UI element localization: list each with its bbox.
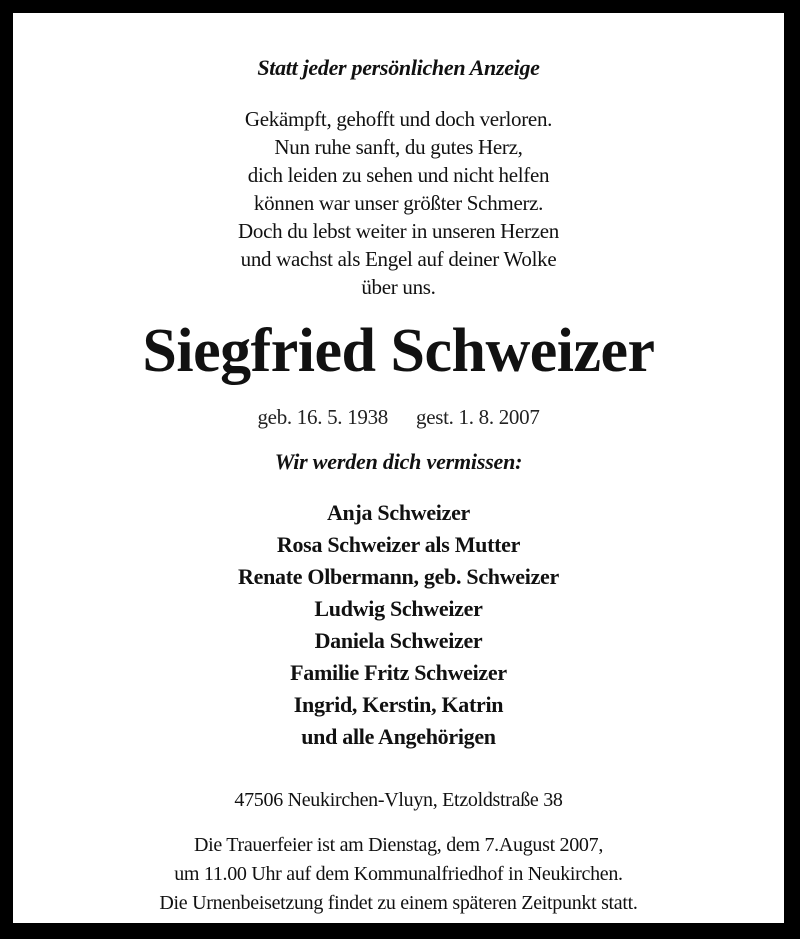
mourner: Renate Olbermann, geb. Schweizer xyxy=(238,564,559,589)
deceased-name: Siegfried Schweizer xyxy=(142,317,655,385)
life-dates xyxy=(13,405,784,430)
birth-date: geb. 16. 5. 1938 xyxy=(257,405,388,429)
mourner: Familie Fritz Schweizer xyxy=(290,660,507,685)
service-line: um 11.00 Uhr auf dem Kommunalfriedhof in Neukirchen. xyxy=(174,863,623,885)
service-line: Die Trauerfeier ist am Dienstag, dem 7.August 2007, xyxy=(193,834,604,856)
poem-line: Gekämpft, gehofft und doch verloren. xyxy=(244,107,553,131)
mourner: Daniela Schweizer xyxy=(314,628,483,653)
poem-line: dich leiden zu sehen und nicht helfen xyxy=(247,163,550,187)
mourners-list xyxy=(13,497,784,753)
service-line: Die Urnenbeisetzung findet zu einem späteren Zeitpunkt statt. xyxy=(159,892,638,914)
poem-line: Doch du lebst weiter in unseren Herzen xyxy=(238,219,559,243)
poem-line: über uns. xyxy=(361,275,436,299)
farewell-line: Wir werden dich vermissen: xyxy=(274,449,523,474)
poem-line: können war unser größter Schmerz. xyxy=(253,191,544,215)
mourner: Ingrid, Kerstin, Katrin xyxy=(293,692,504,717)
poem xyxy=(13,105,784,301)
mourner: Ludwig Schweizer xyxy=(314,596,483,621)
address: 47506 Neukirchen-Vluyn, Etzoldstraße 38 xyxy=(234,789,563,811)
poem-line: Nun ruhe sanft, du gutes Herz, xyxy=(274,135,523,159)
service-info xyxy=(13,831,784,918)
mourner: Anja Schweizer xyxy=(326,500,471,525)
notice-header: Statt jeder persönlichen Anzeige xyxy=(257,55,540,80)
mourner: und alle Angehörigen xyxy=(301,724,496,749)
death-date: gest. 1. 8. 2007 xyxy=(416,405,540,429)
obituary-notice xyxy=(13,13,784,923)
poem-line: und wachst als Engel auf deiner Wolke xyxy=(240,247,557,271)
mourner: Rosa Schweizer als Mutter xyxy=(276,532,521,557)
